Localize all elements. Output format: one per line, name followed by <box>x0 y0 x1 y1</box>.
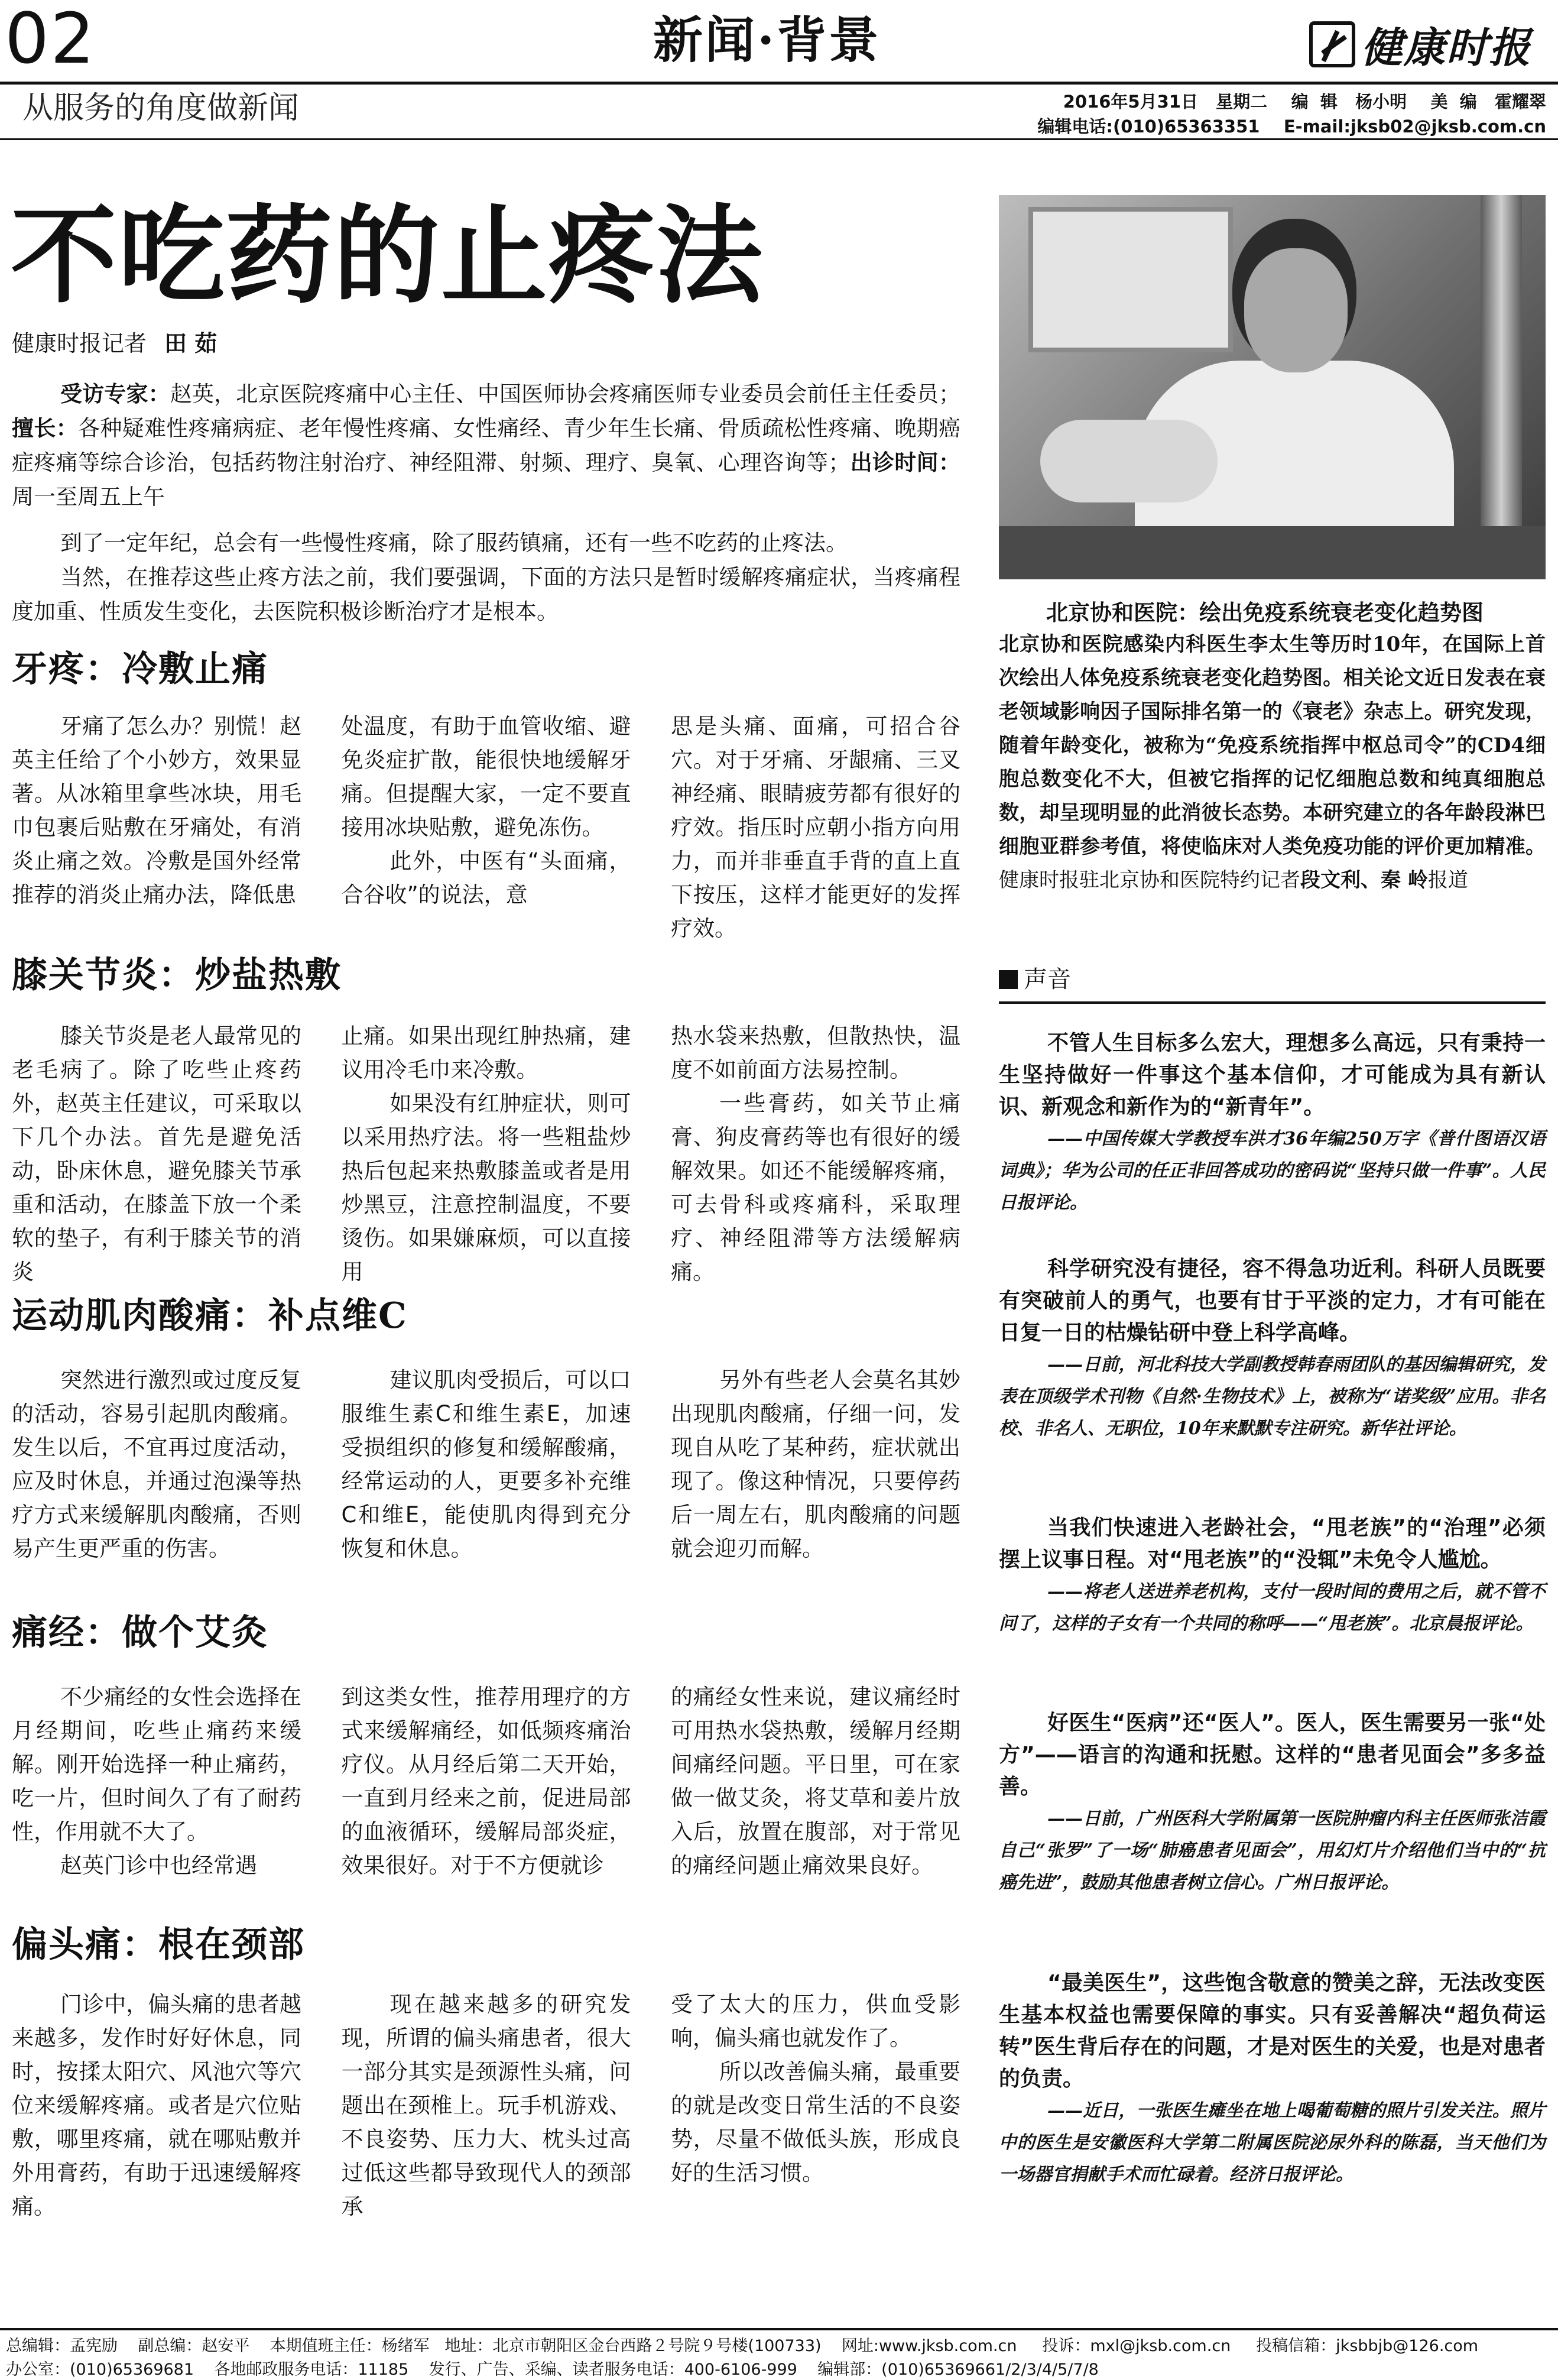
section-period-pain-body <box>12 1680 960 1882</box>
text-column <box>671 1019 960 1289</box>
byline <box>12 325 217 358</box>
photo-face <box>1244 248 1348 372</box>
date-editors: 2016年5月31日 星期二 编 辑 杨小明 美 编 霍耀翠 <box>1063 92 1546 112</box>
paragraph: 处温度，有助于血管收缩、避免炎症扩散，能很快地缓解牙痛。但提醒大家，一定不要直接用冰块贴敷，避免冻伤。 <box>341 714 631 840</box>
voice-quote: 科学研究没有捷径，容不得急功近利。科研人员既要有突破前人的勇气，也要有甘于平淡的定力，才有可能在日复一日的枯燥钻研中登上科学高峰。 <box>999 1257 1546 1345</box>
voice-source: ——近日，一张医生瘫坐在地上喝葡萄糖的照片引发关注。照片中的医生是安徽医科大学第二附属医院泌尿外科的陈磊，当天他们为一场器官捐献手术而忙碌着。经济日报评论。 <box>999 2100 1546 2185</box>
credit-names: 段文利、秦 岭 <box>1300 868 1428 892</box>
text-column <box>671 1987 960 2223</box>
section-knee-body <box>12 1019 960 1289</box>
paragraph: 如果没有红肿症状，则可以采用热疗法。将一些粗盐炒热后包起来热敷膝盖或者是用炒黑豆，注意控制温度，不要烫伤。如果嫌麻烦，可以直接用 <box>341 1091 631 1285</box>
paragraph: 止痛。如果出现红肿热痛，建议用冷毛巾来冷敷。 <box>341 1023 631 1082</box>
voice-source: ——日前，河北科技大学副教授韩春雨团队的基因编辑研究，发表在顶级学术刊物《自然·生物技术》上，被称为“诺奖级”应用。非名校、非名人、无职位，10年来默默专注研究。新华社评论。 <box>999 1354 1546 1439</box>
section-toothache-body <box>12 709 960 945</box>
paragraph: 思是头痛、面痛，可招合谷穴。对于牙痛、牙龈痛、三叉神经痛、眼睛疲劳都有很好的疗效。指压时应朝小指方向用力，而并非垂直手背的直上直下按压，这样才能更好的发挥疗效。 <box>671 714 960 941</box>
text-column <box>12 1680 301 1882</box>
text-column <box>671 1680 960 1882</box>
text-column <box>12 1019 301 1289</box>
voice-rule <box>999 1001 1546 1004</box>
expert-text: 赵英，北京医院疼痛中心主任、中国医师协会疼痛医师专业委员会前任主任委员； <box>170 381 960 407</box>
footer-rule <box>0 2328 1558 2330</box>
top-rule <box>0 82 1558 85</box>
paragraph: 此外，中医有“头面痛，合谷收”的说法，意 <box>341 848 631 907</box>
logo <box>1309 18 1531 71</box>
paragraph: 到这类女性，推荐用理疗的方式来缓解痛经，如低频疼痛治疗仪。从月经后第二天开始，一直到月经来之前，促进局部的血液循环，缓解局部炎症，效果很好。对于不方便就诊 <box>341 1684 631 1878</box>
voice-header <box>999 962 1071 997</box>
voice-quote: “最美医生”，这些饱含敬意的赞美之辞，无法改变医生基本权益也需要保障的事实。只有妥善解决“超负荷运转”医生背后存在的问题，才是对医生的关爱，也是对患者的负责。 <box>999 1971 1546 2091</box>
doctor-photo <box>999 195 1546 579</box>
caption-title: 北京协和医院：绘出免疫系统衰老变化趋势图 <box>1046 600 1484 625</box>
voice-source: ——日前，广州医科大学附属第一医院肿瘤内科主任医师张洁霞自己“张罗”了一场“肺癌患者见面会”，用幻灯片介绍他们当中的“抗癌先进”，鼓励其他患者树立信心。广州日报评论。 <box>999 1808 1546 1893</box>
byline-name: 田 茹 <box>164 330 218 356</box>
paragraph: 一些膏药，如关节止痛膏、狗皮膏药等也有很好的缓解效果。如还不能缓解疼痛，可去骨科或疼痛科，采取理疗、神经阻滞等方法缓解病痛。 <box>671 1091 960 1285</box>
headline: 不吃药的止疼法 <box>11 193 764 318</box>
text-column <box>342 1363 631 1565</box>
paragraph: 牙痛了怎么办？别慌！赵英主任给了个小妙方，效果显著。从冰箱里拿些冰块，用毛巾包裹后贴敷在牙痛处，有消炎止痛之效。冷敷是国外经常推荐的消炎止痛办法，降低患 <box>12 714 301 907</box>
paragraph: 不少痛经的女性会选择在月经期间，吃些止痛药来缓解。刚开始选择一种止痛药，吃一片，但时间久了有了耐药性，作用就不大了。 <box>12 1684 301 1844</box>
slogan: 从服务的角度做新闻 <box>22 90 300 126</box>
clinic-text: 周一至周五上午 <box>12 484 165 510</box>
section-muscle-body <box>12 1363 960 1565</box>
text-column <box>12 1363 301 1565</box>
photo-window <box>1028 207 1233 352</box>
paragraph: 的痛经女性来说，建议痛经时可用热水袋热敷，缓解月经期间痛经问题。平日里，可在家做一做艾灸，将艾草和姜片放入后，放置在腹部，对于常见的痛经问题止痛效果良好。 <box>671 1684 960 1878</box>
text-column <box>342 1680 631 1882</box>
paragraph: 受了太大的压力，供血受影响，偏头痛也就发作了。 <box>671 1992 960 2051</box>
caption-credit <box>999 868 1468 892</box>
subhead-migraine: 偏头痛：根在颈部 <box>12 1924 305 1966</box>
logo-icon <box>1309 21 1355 67</box>
expert-label: 受访专家： <box>60 381 170 407</box>
text-column <box>12 1987 301 2223</box>
caption-text: 北京协和医院感染内科医生李太生等历时10年，在国际上首次绘出人体免疫系统衰老变化趋势图。相关论文近日发表在衰老领域影响因子国际排名第一的《衰老》杂志上。研究发现，随着年龄变化，被称为“免疫系统指挥中枢总司令”的CD4细胞总数变化不大，但被它指挥的记忆细胞总数和纯真细胞总数，却呈现明显的此消彼长态势。本研究建立的各年龄段淋巴细胞亚群参考值，将使临床对人类免疫功能的评价更加精准。 <box>999 633 1546 858</box>
square-bullet-icon <box>999 970 1018 989</box>
paragraph: 热水袋来热敷，但散热快，温度不如前面方法易控制。 <box>671 1023 960 1082</box>
footer-line-1: 总编辑：孟宪励 副总编：赵安平 本期值班主任：杨绪军 地址：北京市朝阳区金台西路２号院９号楼(100733) 网址:www.jksb.com.cn 投诉：mxl@jksb.com.cn 投稿信箱：jksbbjb@126.com <box>6 2337 1479 2355</box>
photo-hands <box>1040 420 1218 502</box>
subhead-knee: 膝关节炎：炒盐热敷 <box>12 955 342 996</box>
specialty-text: 各种疑难性疼痛病症、老年慢性疼痛、女性痛经、青少年生长痛、骨质疏松性疼痛、晚期癌症疼痛等综合诊治，包括药物注射治疗、神经阻滞、射频、理疗、臭氧、心理咨询等； <box>12 416 960 475</box>
credit-prefix: 健康时报驻北京协和医院特约记者 <box>999 868 1300 892</box>
credit-suffix: 报道 <box>1427 868 1468 892</box>
footer-line-2: 办公室：(010)65369681 各地邮政服务电话：11185 发行、广告、采编、读者服务电话：400-6106-999 编辑部：(010)65369661/2/3/4/5/7/8 <box>6 2360 1099 2379</box>
text-column <box>671 709 960 945</box>
paragraph: 突然进行激烈或过度反复的活动，容易引起肌肉酸痛。发生以后，不宜再过度活动，应及时休息，并通过泡澡等热疗方式来缓解肌肉酸痛，否则易产生更严重的伤害。 <box>12 1367 301 1561</box>
paragraph: 建议肌肉受损后，可以口服维生素C和维生素E，加速受损组织的修复和缓解酸痛，经常运动的人，更要多补充维C和维E，能使肌肉得到充分恢复和休息。 <box>341 1367 631 1561</box>
photo-pipe <box>1481 195 1522 579</box>
paragraph: 门诊中，偏头痛的患者越来越多，发作时好好休息，同时，按揉太阳穴、风池穴等穴位来缓解疼痛。或者是穴位贴敷，哪里疼痛，就在哪贴敷并外用膏药，有助于迅速缓解疼痛。 <box>12 1992 301 2219</box>
text-column <box>342 709 631 945</box>
byline-label: 健康时报记者 <box>12 330 147 356</box>
voice-item <box>999 1253 1546 1445</box>
logo-text: 健康时报 <box>1361 22 1531 72</box>
intro-paragraph: 当然，在推荐这些止疼方法之前，我们要强调，下面的方法只是暂时缓解疼痛症状，当疼痛程度加重、性质发生变化，去医院积极诊断治疗才是根本。 <box>12 565 960 624</box>
text-column <box>342 1987 631 2223</box>
voice-source: ——中国传媒大学教授车洪才36年编250万字《普什图语汉语词典》；华为公司的任正非回答成功的密码说“坚持只做一件事”。人民日报评论。 <box>999 1129 1546 1213</box>
specialty-label: 擅长： <box>12 416 78 441</box>
paragraph: 膝关节炎是老人最常见的老毛病了。除了吃些止疼药外，赵英主任建议，可采取以下几个办法。首先是避免活动，卧床休息，避免膝关节承重和活动，在膝盖下放一个柔软的垫子，有利于膝关节的消炎 <box>12 1023 301 1285</box>
voice-source: ——将老人送进养老机构，支付一段时间的费用之后，就不管不问了，这样的子女有一个共同的称呼——“甩老族”。北京晨报评论。 <box>999 1581 1546 1634</box>
expert-info <box>12 377 960 514</box>
section-migraine-body <box>12 1987 960 2223</box>
voice-quote: 当我们快速进入老龄社会，“甩老族”的“治理”必须摆上议事日程。对“甩老族”的“没辄”未免令人尴尬。 <box>999 1516 1546 1572</box>
voice-item <box>999 1707 1546 1899</box>
text-column <box>671 1363 960 1565</box>
photo-desk <box>999 526 1546 579</box>
voice-item <box>999 1512 1546 1640</box>
caption-body <box>999 628 1546 897</box>
voice-item <box>999 1967 1546 2191</box>
voice-quote: 好医生“医病”还“医人”。医人，医生需要另一张“处方”——语言的沟通和抚慰。这样的“患者见面会”多多益善。 <box>999 1711 1546 1799</box>
section-title: 新闻·背景 <box>653 11 881 69</box>
paragraph: 赵英门诊中也经常遇 <box>60 1853 257 1878</box>
text-column <box>342 1019 631 1289</box>
paragraph: 另外有些老人会莫名其妙出现肌肉酸痛，仔细一问，发现自从吃了某种药，症状就出现了。像这种情况，只要停药后一周左右，肌肉酸痛的问题就会迎刃而解。 <box>671 1367 960 1561</box>
subhead-muscle: 运动肌肉酸痛：补点维C <box>12 1295 408 1337</box>
masthead-rule <box>0 138 1558 140</box>
subhead-toothache: 牙疼：冷敷止痛 <box>12 648 268 690</box>
voice-quote: 不管人生目标多么宏大，理想多么高远，只有秉持一生坚持做好一件事这个基本信仰，才可能成为具有新认识、新观念和新作为的“新青年”。 <box>999 1031 1546 1119</box>
paragraph: 所以改善偏头痛，最重要的就是改变日常生活的不良姿势，尽量不做低头族，形成良好的生活习惯。 <box>671 2059 960 2186</box>
intro <box>12 526 960 629</box>
subhead-period-pain: 痛经：做个艾灸 <box>12 1612 268 1653</box>
clinic-label: 出诊时间： <box>850 450 961 475</box>
paragraph: 现在越来越多的研究发现，所谓的偏头痛患者，很大一部分其实是颈源性头痛，问题出在颈椎上。玩手机游戏、不良姿势、压力大、枕头过高过低这些都导致现代人的颈部承 <box>341 1992 631 2219</box>
text-column <box>12 709 301 945</box>
editor-contact: 编辑电话:(010)65363351 E-mail:jksb02@jksb.com.cn <box>1037 116 1546 137</box>
voice-title: 声音 <box>1024 966 1071 993</box>
page-number: 02 <box>5 0 96 79</box>
voice-item <box>999 1027 1546 1219</box>
intro-paragraph: 到了一定年纪，总会有一些慢性疼痛，除了服药镇痛，还有一些不吃药的止疼法。 <box>60 530 848 556</box>
